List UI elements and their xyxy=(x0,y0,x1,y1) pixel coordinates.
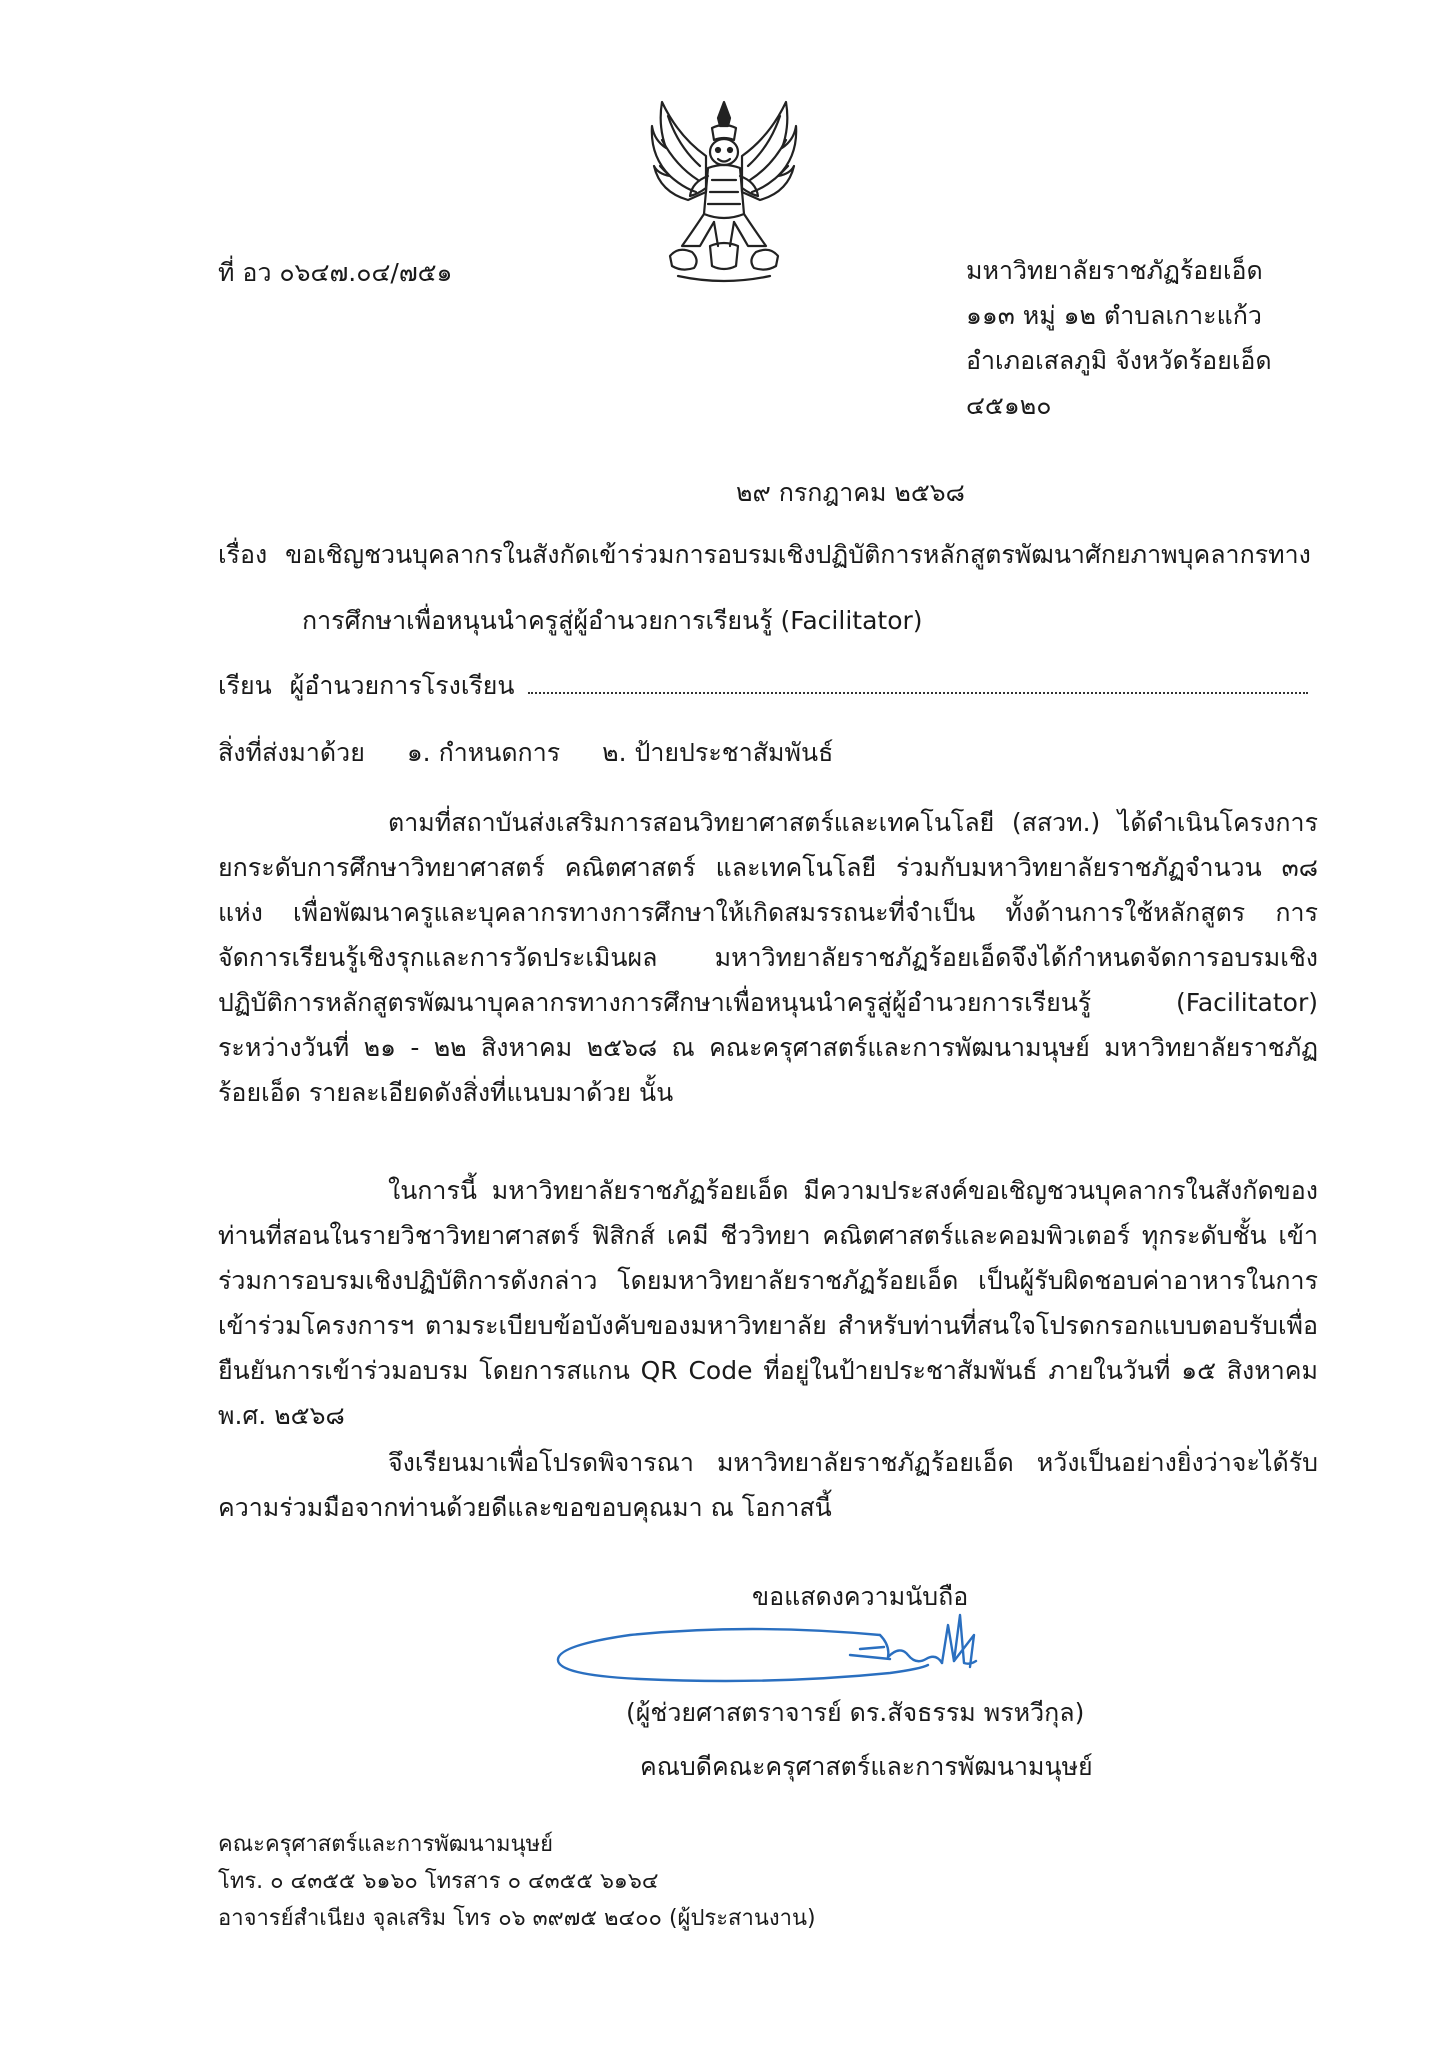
reference-number: ที่ อว ๐๖๔๗.๐๔/๗๕๑ xyxy=(218,258,453,287)
recipient-label: เรียน xyxy=(218,671,272,700)
closing-regards: ขอแสดงความนับถือ xyxy=(752,1582,969,1611)
signer-position: คณบดีคณะครุศาสตร์และการพัฒนามนุษย์ xyxy=(640,1752,1093,1781)
sender-address-line: มหาวิทยาลัยราชภัฏร้อยเอ็ด xyxy=(966,256,1263,285)
body-paragraph-1-text: ตามที่สถาบันส่งเสริมการสอนวิทยาศาสตร์และเทคโนโลยี (สสวท.) ได้ดำเนินโครงการยกระดับการศึกษาวิทยาศาสตร์ คณิตศาสตร์ และเทคโนโลยี ร่วมกับมหาวิทยาลัยราชภัฏจำนวน ๓๘ แห่ง เพื่อพัฒนาครูและบุคลากรทางการศึกษาให้เกิดสมรรถนะที่จำเป็น ทั้งด้านการใช้หลักสูตร การจัดการเรียนรู้เชิงรุกและการวัดประเมินผล มหาวิทยาลัยราชภัฏร้อยเอ็ดจึงได้กำหนดจัดการอบรมเชิงปฏิบัติการหลักสูตรพัฒนาบุคลากรทางการศึกษาเพื่อหนุนนำครูสู่ผู้อำนวยการเรียนรู้ (Facilitator) ระหว่างวันที่ ๒๑ - ๒๒ สิงหาคม ๒๕๖๘ ณ คณะครุศาสตร์และการพัฒนามนุษย์ มหาวิทยาลัยราชภัฏร้อยเอ็ด รายละเอียดดังสิ่งที่แนบมาด้วย นั้น xyxy=(218,808,1318,1107)
subject-label: เรื่อง xyxy=(218,540,268,569)
recipient xyxy=(218,670,1308,701)
body-paragraph-3-text: จึงเรียนมาเพื่อโปรดพิจารณา มหาวิทยาลัยราชภัฏร้อยเอ็ด หวังเป็นอย่างยิ่งว่าจะได้รับความร่วมมือจากท่านด้วยดีและขอขอบคุณมา ณ โอกาสนี้ xyxy=(218,1448,1318,1522)
enclosure-item-2: ๒. ป้ายประชาสัมพันธ์ xyxy=(602,738,834,767)
footer-phone: โทร. ๐ ๔๓๕๕ ๖๑๖๐ โทรสาร ๐ ๔๓๕๕ ๖๑๖๔ xyxy=(218,1869,659,1894)
body-paragraph-2 xyxy=(218,1168,1318,1438)
sender-address-line: อำเภอเสลภูมิ จังหวัดร้อยเอ็ด xyxy=(966,346,1272,375)
footer-department: คณะครุศาสตร์และการพัฒนามนุษย์ xyxy=(218,1832,553,1857)
subject xyxy=(218,540,1311,570)
subject-line-2: การศึกษาเพื่อหนุนนำครูสู่ผู้อำนวยการเรียนรู้ (Facilitator) xyxy=(302,606,923,635)
subject-line-1: ขอเชิญชวนบุคลากรในสังกัดเข้าร่วมการอบรมเชิงปฏิบัติการหลักสูตรพัฒนาศักยภาพบุคลากรทาง xyxy=(285,540,1311,569)
enclosure-item-1: ๑. กำหนดการ xyxy=(406,738,561,767)
letter-date: ๒๙ กรกฎาคม ๒๕๖๘ xyxy=(736,478,965,507)
recipient-dotted-line xyxy=(528,670,1308,694)
body-paragraph-1 xyxy=(218,800,1318,1115)
footer-coordinator: อาจารย์สำเนียง จุลเสริม โทร ๐๖ ๓๙๗๕ ๒๔๐๐ (ผู้ประสานงาน) xyxy=(218,1906,816,1931)
signature-icon xyxy=(550,1575,1050,1685)
body-paragraph-3 xyxy=(218,1440,1318,1530)
recipient-value: ผู้อำนวยการโรงเรียน xyxy=(289,671,515,700)
enclosures-label: สิ่งที่ส่งมาด้วย xyxy=(218,738,365,767)
signer-name: (ผู้ช่วยศาสตราจารย์ ดร.สัจธรรม พรหวีกุล) xyxy=(626,1698,1085,1727)
garuda-emblem-icon xyxy=(648,96,800,286)
sender-address-line: ๑๑๓ หมู่ ๑๒ ตำบลเกาะแก้ว xyxy=(966,301,1262,330)
sender-address-line: ๔๕๑๒๐ xyxy=(966,391,1052,420)
sender-address xyxy=(966,256,1272,436)
enclosures xyxy=(218,738,833,768)
body-paragraph-2-text: ในการนี้ มหาวิทยาลัยราชภัฏร้อยเอ็ด มีความประสงค์ขอเชิญชวนบุคลากรในสังกัดของท่านที่สอนในรายวิชาวิทยาศาสตร์ ฟิสิกส์ เคมี ชีววิทยา คณิตศาสตร์และคอมพิวเตอร์ ทุกระดับชั้น เข้าร่วมการอบรมเชิงปฏิบัติการดังกล่าว โดยมหาวิทยาลัยราชภัฏร้อยเอ็ด เป็นผู้รับผิดชอบค่าอาหารในการเข้าร่วมโครงการฯ ตามระเบียบข้อบังคับของมหาวิทยาลัย สำหรับท่านที่สนใจโปรดกรอกแบบตอบรับเพื่อยืนยันการเข้าร่วมอบรม โดยการสแกน QR Code ที่อยู่ในป้ายประชาสัมพันธ์ ภายในวันที่ ๑๕ สิงหาคม พ.ศ. ๒๕๖๘ xyxy=(218,1176,1318,1430)
footer-contact xyxy=(218,1826,816,1937)
